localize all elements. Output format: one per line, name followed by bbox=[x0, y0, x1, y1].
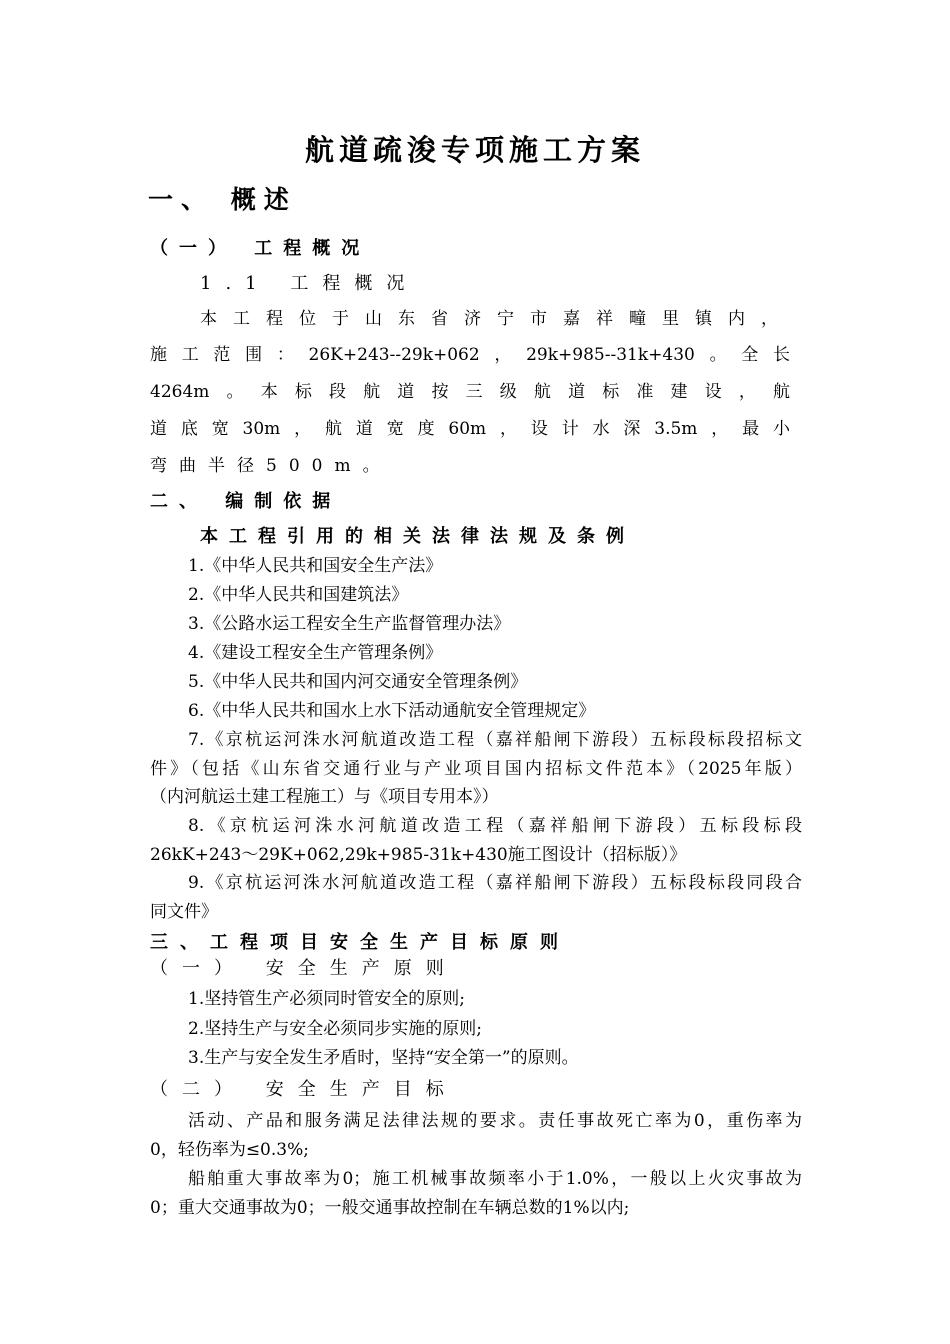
basis-list-item-9-line: 同文件》 bbox=[150, 902, 218, 922]
basis-list-item: 6.《中华人民共和国水上水下活动通航安全管理规定》 bbox=[188, 701, 596, 721]
safety-goal-paragraph-line: 船舶重大事故率为0；施工机械事故频率小于1.0%，一般以上火灾事故为 bbox=[188, 1169, 802, 1189]
basis-list-item-9-line: 9.《京杭运河洙水河航道改造工程（嘉祥船闸下游段）五标段标段同段合 bbox=[188, 873, 802, 893]
safety-principle-item: 1.坚持管生产必须同时管安全的原则; bbox=[188, 989, 465, 1009]
basis-list-item: 2.《中华人民共和国建筑法》 bbox=[188, 585, 409, 605]
basis-list-item: 4.《建设工程安全生产管理条例》 bbox=[188, 643, 443, 663]
section-heading-basis: 二、 编制依据 bbox=[150, 491, 342, 512]
basis-list-item-8-line: 26kK+243～29K+062,29k+985-31k+430施工图设计（招标版）》 bbox=[150, 845, 687, 865]
basis-list-item-8-line: 8.《京杭运河洙水河航道改造工程（嘉祥船闸下游段）五标段标段 bbox=[188, 816, 802, 836]
safety-principle-item: 3.生产与安全发生矛盾时，坚持“安全第一”的原则。 bbox=[188, 1048, 579, 1068]
basis-list-item-7-line: （内河航运土建工程施工）与《项目专用本》） bbox=[150, 787, 499, 807]
safety-goal-paragraph-line: 0，轻伤率为≤0.3%; bbox=[150, 1140, 309, 1160]
overview-paragraph-line: 施工范围：26K+243--29k+062，29k+985--31k+430。全长 bbox=[150, 345, 790, 365]
overview-paragraph-line: 道底宽30m，航道宽度60m，设计水深3.5m，最小 bbox=[150, 419, 790, 439]
basis-subheading: 本工程引用的相关法律法规及条例 bbox=[200, 526, 635, 547]
section-heading-overview: 一、 概述 bbox=[148, 185, 297, 214]
document-title: 航道疏浚专项施工方案 bbox=[304, 133, 645, 167]
basis-list-item: 3.《公路水运工程安全生产监督管理办法》 bbox=[188, 614, 511, 634]
safety-principle-item: 2.坚持生产与安全必须同步实施的原则; bbox=[188, 1019, 482, 1039]
safety-goal-paragraph-line: 活动、产品和服务满足法律法规的要求。责任事故死亡率为0，重伤率为 bbox=[188, 1111, 802, 1131]
basis-list-item-7-line: 7.《京杭运河洙水河航道改造工程（嘉祥船闸下游段）五标段标段招标文 bbox=[188, 730, 802, 750]
basis-list-item: 1.《中华人民共和国安全生产法》 bbox=[188, 556, 443, 576]
basis-list-item-7-line: 件》（包括《山东省交通行业与产业项目国内招标文件范本》（2025年版） bbox=[150, 759, 802, 779]
safety-goal-paragraph-line: 0；重大交通事故为0；一般交通事故控制在车辆总数的1%以内; bbox=[150, 1198, 630, 1218]
safety-goals-heading: （二） 安全生产目标 bbox=[150, 1079, 458, 1100]
subsection-heading-project-overview: （一） 工程概况 bbox=[150, 238, 371, 259]
basis-list-item: 5.《中华人民共和国内河交通安全管理条例》 bbox=[188, 672, 528, 692]
overview-paragraph-line: 本工程位于山东省济宁市嘉祥疃里镇内， bbox=[200, 309, 778, 329]
section-heading-safety: 三、工程项目安全生产目标原则 bbox=[150, 932, 570, 953]
overview-paragraph-line: 4264m。本标段航道按三级航道标准建设，航 bbox=[150, 382, 790, 402]
overview-paragraph-line: 弯曲半径500m。 bbox=[150, 456, 392, 476]
safety-principles-heading: （一） 安全生产原则 bbox=[150, 958, 458, 979]
subsection-heading-1-1: 1.1 工程概况 bbox=[200, 273, 419, 294]
